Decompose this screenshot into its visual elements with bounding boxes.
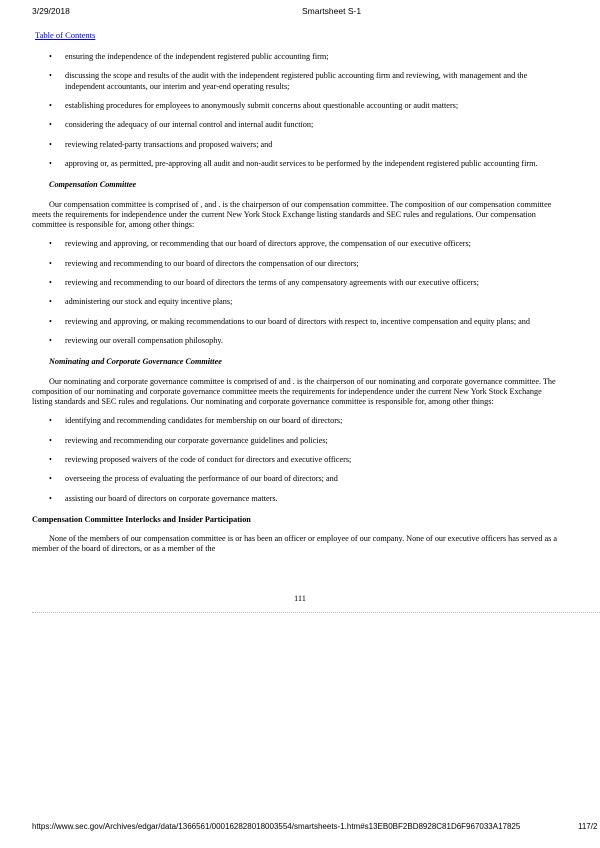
list-item: • approving or, as permitted, pre-approving all audit and non-audit services to be performed by the independent registered public accounting firm. [49,159,538,169]
list-item: • discussing the scope and results of the audit with the independent registered public accounting firm and reviewing, with management and the independent accountants, our interim and year-end operating results; [49,71,528,91]
list-item: • reviewing our overall compensation philosophy. [49,336,223,346]
list-item: • administering our stock and equity incentive plans; [49,297,233,307]
nominating-governance-heading: Nominating and Corporate Governance Committee [49,357,222,367]
bullet-icon: • [49,435,52,445]
list-item: • reviewing and approving, or recommending that our board of directors approve, the compensation of our executive officers; [49,239,471,249]
bullet-icon: • [49,139,52,149]
bullet-icon: • [49,100,52,110]
list-item: • reviewing and recommending to our board of directors the compensation of our directors; [49,258,359,268]
bullet-icon: • [49,336,52,346]
bullet-icon: • [49,297,52,307]
bullet-icon: • [49,239,52,249]
list-item: • reviewing and recommending to our board of directors the terms of any compensatory agreements with our executive officers; [49,277,479,287]
bullet-icon: • [49,159,52,169]
bullet-icon: • [49,454,52,464]
bullet-icon: • [49,52,52,61]
list-item: • reviewing and recommending our corporate governance guidelines and policies; [49,435,328,445]
list-item: • considering the adequacy of our internal control and internal audit function; [49,120,314,130]
footer-url: https://www.sec.gov/Archives/edgar/data/1366561/000162828018003554/smartsheets-1.htm#s13EB0BF2BD8928C81D6F967033A17825 [32,822,521,831]
list-item: • overseeing the process of evaluating the performance of our board of directors; and [49,474,338,484]
interlocks-paragraph: None of the members of our compensation committee is or has been an officer or employee of our company. None of our executive officers has served as a member of the board of directors, or as a member of the [32,534,557,554]
list-item: • reviewing and approving, or making recommendations to our board of directors with respect to, incentive compensation and equity plans; and [49,316,530,326]
bullet-icon: • [49,258,52,268]
bullet-icon: • [49,120,52,130]
compensation-committee-heading: Compensation Committee [49,180,137,190]
page-divider [32,612,600,613]
compensation-committee-paragraph: Our compensation committee is comprised of , and . is the chairperson of our compensation committee. The composition of our compensation committee meets the requirements for independence under the current New York Stock Exchange listing standards and SEC rules and regulations. Our compensation committee is responsible for, among other things: [32,199,552,229]
document-title: Smartsheet S-1 [302,6,362,16]
list-item: • ensuring the independence of the independent registered public accounting firm; [49,52,329,61]
bullet-icon: • [49,316,52,326]
list-item: • identifying and recommending candidates for membership on our board of directors; [49,416,343,426]
list-item: • assisting our board of directors on corporate governance matters. [49,493,278,503]
document-body [32,52,562,564]
bullet-icon: • [49,416,52,426]
table-of-contents-link[interactable]: Table of Contents [35,30,96,40]
list-item: • reviewing related-party transactions and proposed waivers; and [49,139,273,149]
bullet-icon: • [49,493,52,503]
nominating-governance-bullet-list [32,416,562,504]
nominating-governance-paragraph: Our nominating and corporate governance committee is comprised of and . is the chairperson of our nominating and corporate governance committee. The composition of our nominating and corporate governance committee meets the requirements for independence under the current New York Stock Exchange listing standards and SEC rules and regulations. Our nominating and corporate governance committee is responsible for, among other things: [32,376,556,406]
list-item: • reviewing proposed waivers of the code of conduct for directors and executive officers; [49,454,352,464]
audit-committee-bullet-list [32,52,562,169]
interlocks-heading: Compensation Committee Interlocks and Insider Participation [32,514,251,524]
compensation-committee-bullet-list [32,239,562,346]
bullet-icon: • [49,71,52,81]
page-number: 111 [293,593,307,603]
print-date: 3/29/2018 [32,6,70,16]
bullet-icon: • [49,474,52,484]
list-item: • establishing procedures for employees to anonymously submit concerns about questionable accounting or audit matters; [49,100,459,110]
bullet-icon: • [49,277,52,287]
footer-page-count: 117/2 [578,822,598,831]
